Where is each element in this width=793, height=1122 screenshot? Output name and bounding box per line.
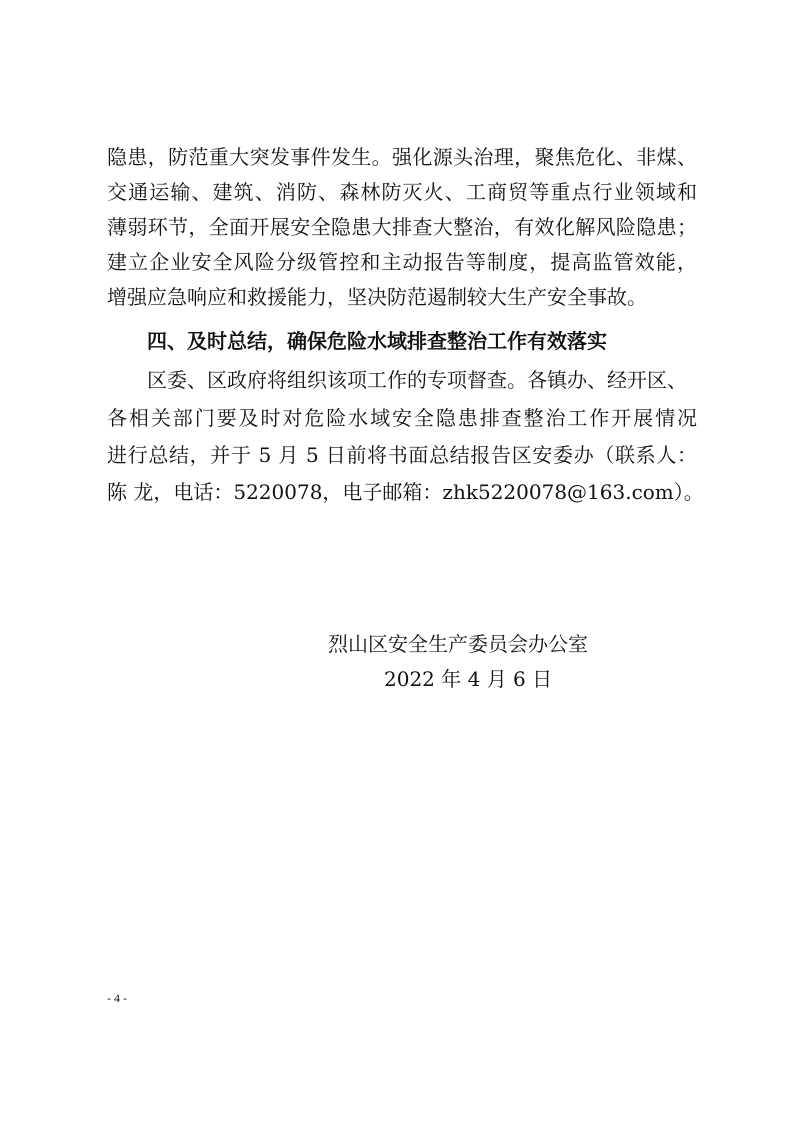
- body-line: 隐患，防范重大突发事件发生。强化源头治理，聚焦危化、非煤、: [107, 145, 697, 169]
- signature-date: 2022 年 4 月 6 日: [384, 667, 553, 691]
- signature-org: 烈山区安全生产委员会办公室: [328, 632, 588, 656]
- page-number: - 4 -: [107, 991, 127, 1005]
- body-line: 进行总结，并于 5 月 5 日前将书面总结报告区安委办（联系人：: [107, 443, 697, 467]
- body-line: 建立企业安全风险分级管控和主动报告等制度，提高监管效能，: [107, 250, 697, 274]
- section-heading: 四、及时总结，确保危险水域排查整治工作有效落实: [147, 329, 607, 353]
- body-line: 增强应急响应和救援能力，坚决防范遏制较大生产安全事故。: [107, 285, 647, 309]
- body-line: 各相关部门要及时对危险水域安全隐患排查整治工作开展情况: [107, 406, 697, 430]
- body-line: 交通运输、建筑、消防、森林防灭火、工商贸等重点行业领域和: [107, 180, 697, 204]
- body-line: 区委、区政府将组织该项工作的专项督查。各镇办、经开区、: [147, 368, 687, 392]
- body-line: 陈 龙，电话：5220078，电子邮箱：zhk5220078@163.com）。: [107, 480, 704, 504]
- body-line: 薄弱环节，全面开展安全隐患大排查大整治，有效化解风险隐患；: [107, 215, 697, 239]
